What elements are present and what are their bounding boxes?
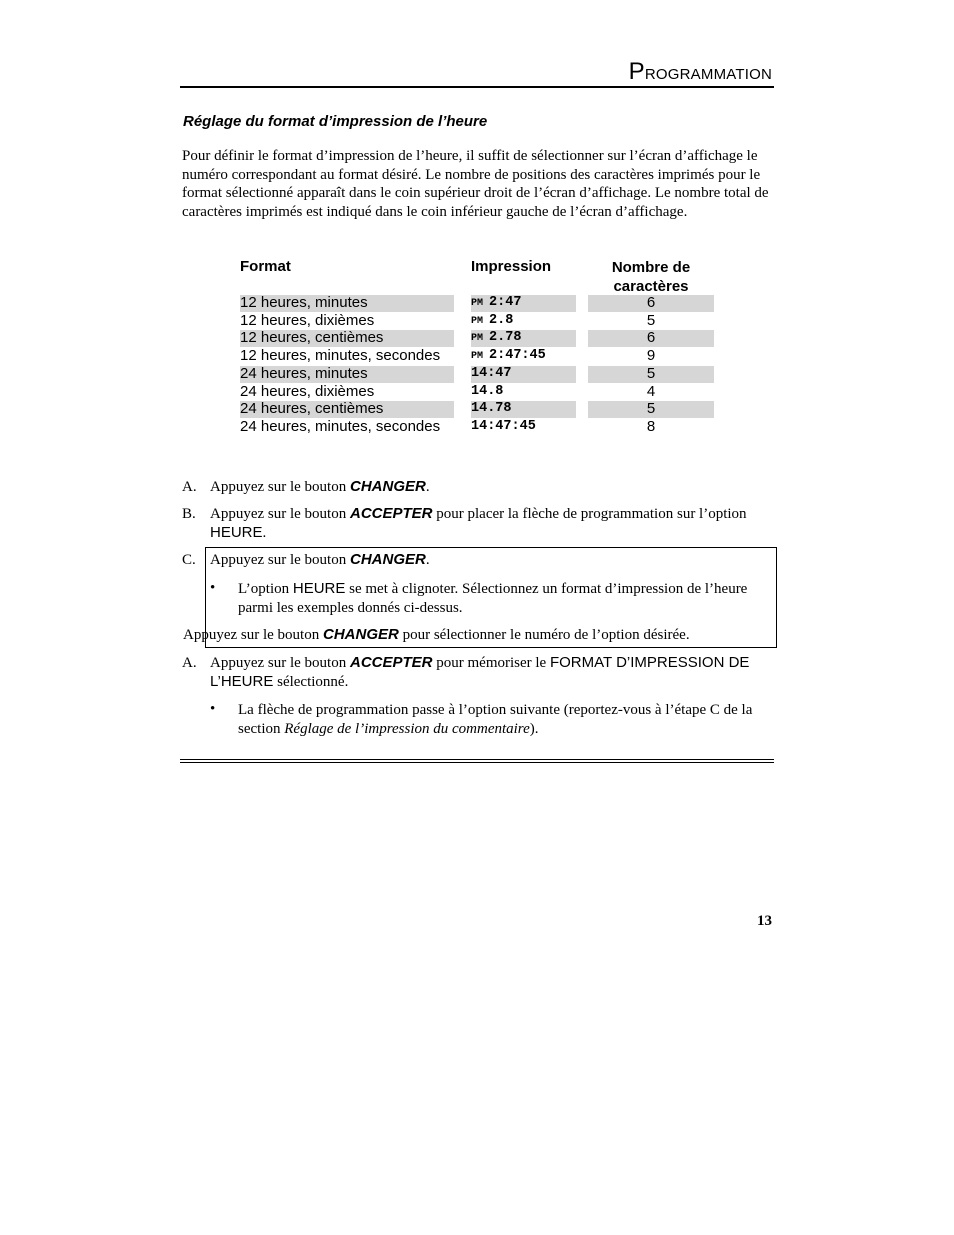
table-cell-impression: 14:47:45 xyxy=(471,419,536,434)
table-cell-count: 5 xyxy=(646,365,656,382)
table-row xyxy=(240,330,720,347)
section-reference: Réglage de l’impression du commentaire xyxy=(284,720,530,737)
changer-button-ref: CHANGER xyxy=(349,551,426,568)
table-cell-format: 12 heures, centièmes xyxy=(240,329,384,346)
table-cell-impression: 14.78 xyxy=(471,401,512,416)
table-cell-format: 24 heures, dixièmes xyxy=(240,383,375,400)
table-cell-count: 5 xyxy=(646,312,656,329)
table-cell-count: 6 xyxy=(646,294,656,311)
option-heure: HEURE xyxy=(210,523,263,541)
option-heure: HEURE xyxy=(292,580,346,597)
table-row xyxy=(240,401,720,418)
table-cell-impression: PM 2.8 xyxy=(471,313,514,328)
header-title-rest: ROGRAMMATION xyxy=(644,66,772,83)
table-row xyxy=(240,348,720,365)
intro-paragraph: Pour définir le format d’impression de l’heure, il suffit de sélectionner sur l’écran d’affichage le numéro correspondant au format désiré. Le nombre de positions des caractères imprimés pour le format sélectionné apparaît dans le coin supérieur droit de l’écran d’affichage. Le nombre total de caractères imprimés est indiqué dans le coin inférieur gauche de l’écran d’affichage. xyxy=(182,148,769,220)
bullet-icon: • xyxy=(210,580,216,596)
table-row xyxy=(240,419,720,436)
table-header-impression: Impression xyxy=(471,258,552,275)
page-number: 13 xyxy=(757,913,772,929)
header-title-initial: P xyxy=(628,58,645,85)
step-c-follow: Appuyez sur le bouton CHANGER pour sélectionner le numéro de l’option désirée. xyxy=(183,626,690,643)
step-label: B. xyxy=(182,506,196,522)
step-c-bullet: L’option HEURE se met à clignoter. Sélectionnez un format d’impression de l’heure parmi les exemples donnés ci-dessus. xyxy=(238,580,748,616)
table-row xyxy=(240,295,720,312)
page-header-title xyxy=(629,58,772,86)
changer-button-ref: CHANGER xyxy=(349,478,426,495)
pm-prefix: PM xyxy=(471,316,484,327)
table-cell-count: 9 xyxy=(646,347,656,364)
section-title: Réglage du format d’impression de l’heure xyxy=(183,113,488,130)
table-cell-impression: PM 2:47:45 xyxy=(471,348,546,363)
table-row xyxy=(240,366,720,383)
table-row xyxy=(240,384,720,401)
table-row xyxy=(240,313,720,330)
accepter-button-ref: ACCEPTER xyxy=(349,505,433,522)
table-header-count-line2: caractères xyxy=(613,278,689,295)
pm-prefix: PM xyxy=(471,351,484,362)
accepter-button-ref: ACCEPTER xyxy=(349,654,433,671)
table-cell-format: 12 heures, minutes, secondes xyxy=(240,347,441,364)
table-cell-count: 5 xyxy=(646,400,656,417)
changer-button-ref: CHANGER xyxy=(322,626,399,643)
step-a2-bullet: La flèche de programmation passe à l’option suivante (reportez-vous à l’étape C de la section Réglage de l’impression du commentaire). xyxy=(238,702,753,737)
table-cell-format: 12 heures, dixièmes xyxy=(240,312,375,329)
step-label: A. xyxy=(182,479,197,495)
table-cell-impression: PM 2.78 xyxy=(471,330,522,345)
table-cell-count: 4 xyxy=(646,383,656,400)
option-format-impression: FORMAT D’IMPRESSION DE L’HEURE xyxy=(210,654,750,690)
pm-prefix: PM xyxy=(471,298,484,309)
table-header-count xyxy=(588,258,714,296)
bullet-icon: • xyxy=(210,701,216,717)
step-label: C. xyxy=(182,552,196,568)
table-cell-format: 24 heures, minutes xyxy=(240,365,368,382)
table-cell-impression: 14:47 xyxy=(471,366,512,381)
table-header-count-line1: Nombre de xyxy=(611,259,691,276)
step-label: A. xyxy=(182,655,197,671)
pm-prefix: PM xyxy=(471,333,484,344)
table-cell-format: 24 heures, centièmes xyxy=(240,400,384,417)
table-cell-format: 12 heures, minutes xyxy=(240,294,368,311)
footer-rule xyxy=(180,759,774,760)
table-cell-count: 8 xyxy=(646,418,656,435)
table-cell-count: 6 xyxy=(646,329,656,346)
table-cell-format: 24 heures, minutes, secondes xyxy=(240,418,441,435)
table-cell-impression: PM 2:47 xyxy=(471,295,522,310)
table-header-format: Format xyxy=(240,258,291,275)
header-rule xyxy=(180,86,774,88)
footer-rule xyxy=(180,762,774,763)
table-cell-impression: 14.8 xyxy=(471,384,504,399)
